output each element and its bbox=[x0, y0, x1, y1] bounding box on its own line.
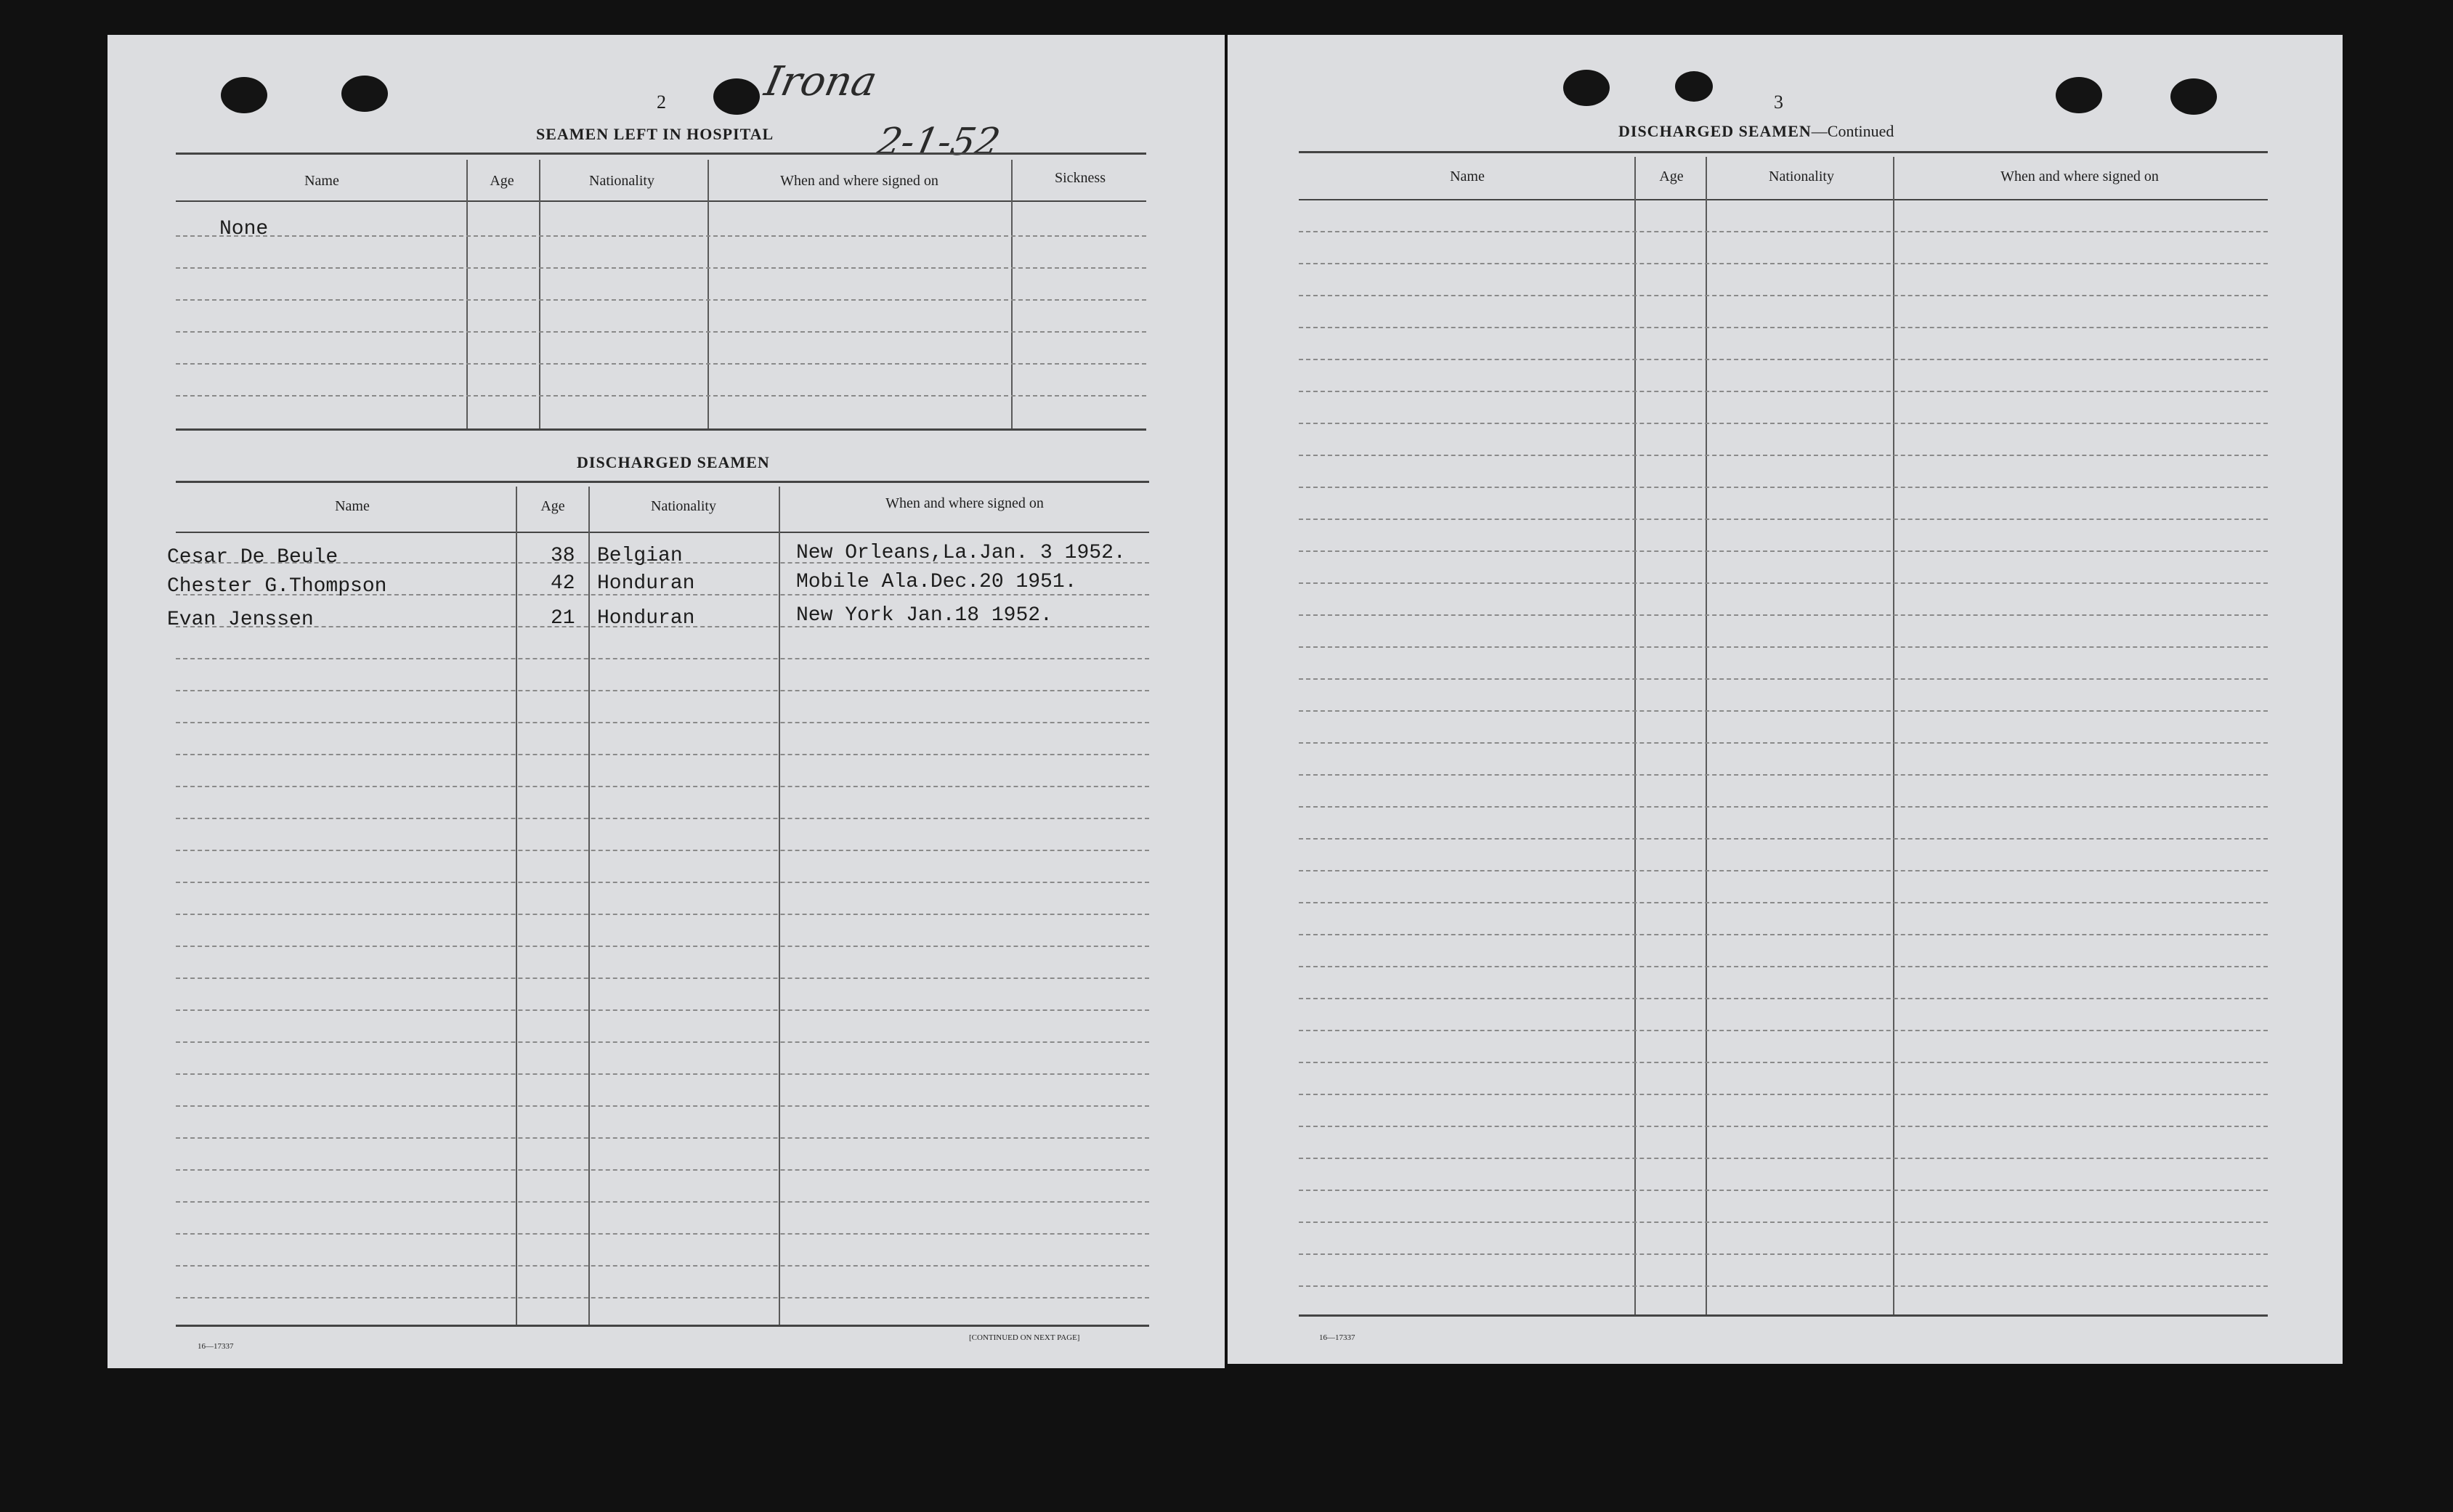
seaman-signed-on: Mobile Ala.Dec.20 1951. bbox=[796, 571, 1077, 593]
row-line bbox=[1299, 1285, 2268, 1287]
page-number: 2 bbox=[657, 92, 666, 113]
row-line bbox=[176, 690, 1149, 691]
seaman-age: 21 bbox=[551, 607, 575, 630]
column-header-nationality: Nationality bbox=[1769, 168, 1834, 184]
row-line bbox=[176, 946, 1149, 947]
row-line bbox=[176, 1201, 1149, 1203]
row-line bbox=[1299, 231, 2268, 232]
binder-hole bbox=[713, 78, 760, 115]
row-line bbox=[1299, 359, 2268, 360]
column-header-age: Age bbox=[540, 498, 565, 514]
row-line bbox=[176, 658, 1149, 659]
column-divider bbox=[516, 487, 517, 1326]
table-rule bbox=[176, 1325, 1149, 1327]
column-header-name: Name bbox=[1450, 168, 1485, 184]
column-divider bbox=[539, 160, 540, 430]
binder-hole bbox=[221, 77, 267, 113]
handwritten-vessel-name: Irona bbox=[761, 58, 881, 105]
row-line bbox=[176, 1009, 1149, 1011]
row-line bbox=[1299, 742, 2268, 744]
row-line bbox=[1299, 902, 2268, 903]
binder-hole bbox=[1675, 71, 1713, 102]
discharged-continued-title bbox=[1618, 122, 1894, 141]
column-divider bbox=[1634, 157, 1636, 1316]
row-line bbox=[1299, 806, 2268, 808]
row-line bbox=[176, 786, 1149, 787]
binder-hole bbox=[2056, 77, 2102, 113]
row-line bbox=[1299, 710, 2268, 712]
row-line bbox=[1299, 614, 2268, 616]
column-header-nationality: Nationality bbox=[651, 498, 716, 514]
seaman-signed-on: New York Jan.18 1952. bbox=[796, 604, 1053, 627]
row-line bbox=[1299, 391, 2268, 392]
title-suffix: —Continued bbox=[1811, 122, 1894, 140]
column-divider bbox=[466, 160, 468, 430]
row-line bbox=[1299, 327, 2268, 328]
row-line bbox=[1299, 1158, 2268, 1159]
seaman-nationality: Honduran bbox=[597, 607, 695, 630]
seaman-nationality: Belgian bbox=[597, 545, 683, 567]
row-line bbox=[176, 1169, 1149, 1171]
row-line bbox=[1299, 934, 2268, 935]
row-line bbox=[176, 977, 1149, 979]
table-rule bbox=[1299, 1314, 2268, 1317]
row-line bbox=[176, 722, 1149, 723]
binder-hole bbox=[1563, 70, 1610, 106]
continued-note: [CONTINUED ON NEXT PAGE] bbox=[969, 1333, 1080, 1342]
row-line bbox=[176, 882, 1149, 883]
row-line bbox=[1299, 966, 2268, 967]
row-line bbox=[176, 395, 1146, 397]
page-number: 3 bbox=[1774, 92, 1783, 113]
hospital-entry: None bbox=[219, 218, 269, 240]
header-rule bbox=[1299, 199, 2268, 200]
column-header-age: Age bbox=[1659, 168, 1684, 184]
row-line bbox=[176, 818, 1149, 819]
row-line bbox=[1299, 550, 2268, 552]
row-line bbox=[176, 1265, 1149, 1267]
right-page bbox=[1228, 35, 2343, 1364]
column-header-signed-on: When and where signed on bbox=[2000, 168, 2159, 184]
seaman-signed-on: New Orleans,La.Jan. 3 1952. bbox=[796, 542, 1126, 564]
row-line bbox=[1299, 519, 2268, 520]
header-rule bbox=[176, 200, 1146, 202]
binder-hole bbox=[341, 76, 388, 112]
row-line bbox=[176, 1105, 1149, 1107]
row-line bbox=[176, 299, 1146, 301]
row-line bbox=[176, 850, 1149, 851]
row-line bbox=[176, 235, 1146, 237]
column-divider bbox=[588, 487, 590, 1326]
row-line bbox=[1299, 1253, 2268, 1255]
row-line bbox=[1299, 1030, 2268, 1031]
title-text: DISCHARGED SEAMEN bbox=[1618, 122, 1812, 140]
row-line bbox=[176, 363, 1146, 365]
discharged-section-title: DISCHARGED SEAMEN bbox=[577, 453, 770, 471]
table-rule bbox=[176, 153, 1146, 155]
row-line bbox=[176, 1137, 1149, 1139]
row-line bbox=[1299, 263, 2268, 264]
row-line bbox=[1299, 774, 2268, 776]
column-divider bbox=[779, 487, 780, 1326]
form-number: 16—17337 bbox=[1319, 1333, 1355, 1342]
row-line bbox=[1299, 1126, 2268, 1127]
row-line bbox=[1299, 998, 2268, 999]
header-rule bbox=[176, 532, 1149, 533]
column-divider bbox=[1893, 157, 1894, 1316]
row-line bbox=[176, 914, 1149, 915]
row-line bbox=[1299, 487, 2268, 488]
seaman-nationality: Honduran bbox=[597, 572, 695, 595]
seaman-name: Evan Jenssen bbox=[167, 609, 314, 631]
row-line bbox=[1299, 455, 2268, 456]
column-header-name: Name bbox=[335, 498, 370, 514]
column-header-age: Age bbox=[490, 173, 514, 189]
column-header-name: Name bbox=[304, 173, 339, 189]
row-line bbox=[176, 267, 1146, 269]
row-line bbox=[176, 1297, 1149, 1298]
row-line bbox=[1299, 295, 2268, 296]
table-rule bbox=[1299, 151, 2268, 153]
row-line bbox=[1299, 1094, 2268, 1095]
seaman-name: Cesar De Beule bbox=[167, 546, 338, 569]
seaman-name: Chester G.Thompson bbox=[167, 575, 387, 598]
row-line bbox=[1299, 838, 2268, 840]
row-line bbox=[1299, 423, 2268, 424]
row-line bbox=[176, 331, 1146, 333]
form-number: 16—17337 bbox=[198, 1342, 234, 1351]
column-header-sickness: Sickness bbox=[1055, 170, 1106, 186]
column-divider bbox=[707, 160, 709, 430]
table-rule bbox=[176, 481, 1149, 483]
row-line bbox=[1299, 582, 2268, 584]
row-line bbox=[176, 1073, 1149, 1075]
row-line bbox=[1299, 1222, 2268, 1223]
column-header-signed-on: When and where signed on bbox=[780, 173, 938, 189]
column-divider bbox=[1706, 157, 1707, 1316]
row-line bbox=[1299, 646, 2268, 648]
row-line bbox=[176, 1233, 1149, 1235]
row-line bbox=[176, 754, 1149, 755]
row-line bbox=[176, 1041, 1149, 1043]
row-line bbox=[1299, 1190, 2268, 1191]
row-line bbox=[1299, 1062, 2268, 1063]
hospital-section-title: SEAMEN LEFT IN HOSPITAL bbox=[536, 125, 774, 143]
binder-hole bbox=[2170, 78, 2217, 115]
row-line bbox=[1299, 678, 2268, 680]
column-header-nationality: Nationality bbox=[589, 173, 654, 189]
table-rule bbox=[176, 428, 1146, 431]
handwritten-date: 2-1-52 bbox=[872, 121, 1004, 164]
row-line bbox=[1299, 870, 2268, 871]
column-divider bbox=[1011, 160, 1013, 430]
left-page bbox=[108, 35, 1225, 1368]
seaman-age: 42 bbox=[551, 572, 575, 595]
seaman-age: 38 bbox=[551, 545, 575, 567]
column-header-signed-on: When and where signed on bbox=[885, 495, 1044, 511]
